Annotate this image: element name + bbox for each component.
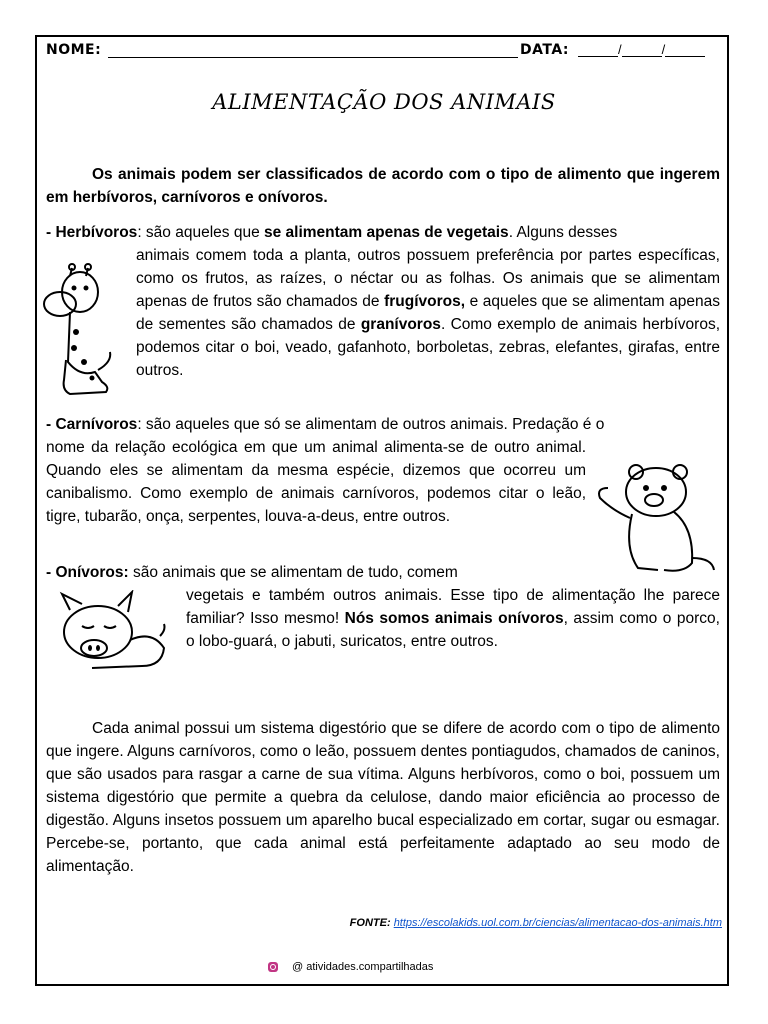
page-title: ALIMENTAÇÃO DOS ANIMAIS [212, 90, 556, 114]
instagram-icon [268, 962, 278, 972]
carnivoros-first-line: - Carnívoros: são aqueles que só se alimentam de outros animais. Predação é o [46, 416, 605, 433]
giraffe-icon [40, 262, 120, 402]
onivoros-first-line: - Onívoros: são animais que se alimentam de tudo, comem [46, 564, 458, 581]
instagram-credit [268, 961, 433, 973]
source-label: FONTE: [349, 917, 391, 929]
instagram-handle: @ atividades.compartilhadas [292, 961, 434, 973]
pig-icon [52, 590, 172, 675]
herbivoros-paragraph: animais comem toda a planta, outros possuem preferência por partes específicas, como os frutos, as raízes, o néctar ou as folhas. Os animais que se alimentam apenas de frutos são chamados de frugívoros, e aqueles que se alimentam apenas de sementes são chamados de granívoros. Como exemplo de animais herbívoros, podemos citar o boi, veado, gafanhoto, borboletas, zebras, elefantes, girafas, entre outros. [136, 247, 720, 379]
lion-cub-icon [594, 458, 724, 583]
intro-paragraph: Os animais podem ser classificados de acordo com o tipo de alimento que ingerem em herbívoros, carnívoros e onívoros. [46, 166, 720, 206]
name-field[interactable] [108, 57, 518, 58]
onivoros-paragraph: vegetais e também outros animais. Esse tipo de alimentação lhe parece familiar? Isso mesmo! Nós somos animais onívoros, assim como o porco, o lobo-guará, o jabuti, suricatos, entre outros. [186, 587, 720, 650]
carnivoros-paragraph: nome da relação ecológica em que um animal alimenta-se de outro animal. Quando eles se alimentam da mesma espécie, dizemos que ocorreu um canibalismo. Como exemplo de animais carnívoros, podemos citar o leão, tigre, tubarão, onça, serpentes, louva-a-deus, entre outros. [46, 439, 586, 525]
name-label: NOME: [46, 42, 102, 58]
date-label: DATA: [520, 42, 570, 58]
final-paragraph: Cada animal possui um sistema digestório que se difere de acordo com o tipo de alimento que ingere. Alguns carnívoros, como o leão, possuem dentes pontiagudos, chamados de caninos, que são usados para rasgar a carne de sua vítima. Alguns herbívoros, como o boi, possuem um sistema digestório que permite a quebra da celulose, dando maior eficiência ao processo de digestão. Alguns insetos possuem um aparelho bucal especializado em cortar, sugar ou esmagar. Percebe-se, portanto, que cada animal está perfeitamente adaptado ao seu modo de alimentação. [46, 720, 720, 875]
source-link[interactable]: https://escolakids.uol.com.br/ciencias/alimentacao-dos-animais.htm [393, 917, 722, 929]
source-line [0, 917, 722, 929]
date-field[interactable]: / / [578, 42, 705, 57]
herbivoros-first-line: - Herbívoros: são aqueles que se alimentam apenas de vegetais. Alguns desses [46, 224, 618, 241]
